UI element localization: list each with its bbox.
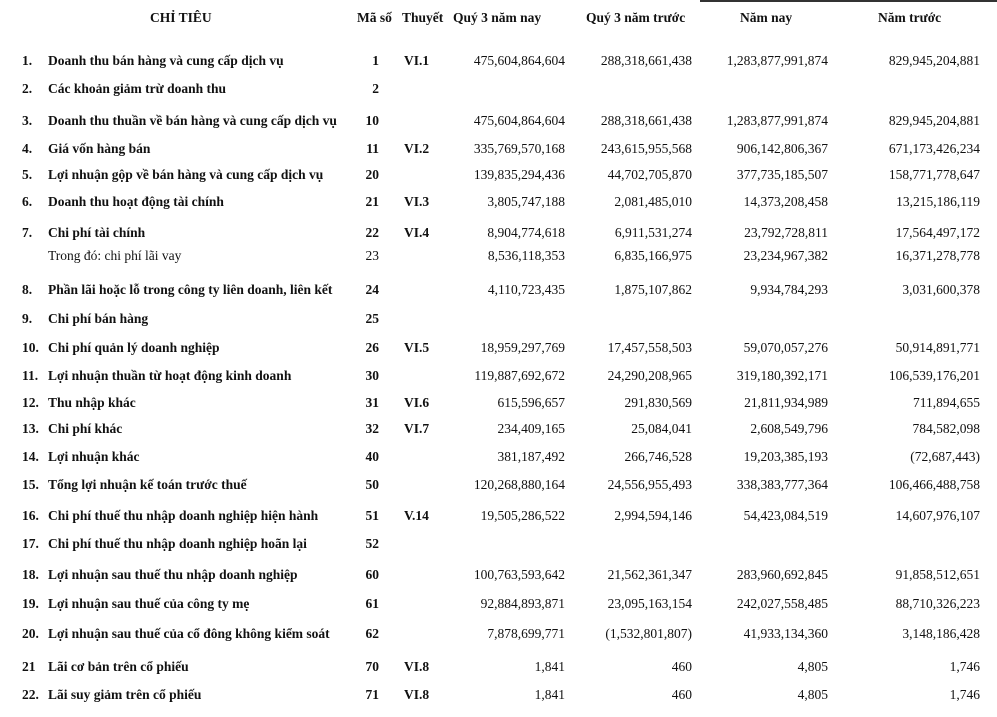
row-number: 17. (22, 536, 39, 551)
row-note: VI.3 (404, 194, 430, 209)
value-q3-nam-nay: 1,841 (534, 687, 565, 702)
row-code: 62 (365, 626, 379, 641)
value-q3-nam-truoc: 288,318,661,438 (600, 113, 692, 128)
row-number: 20. (22, 626, 39, 641)
value-q3-nam-nay: 18,959,297,769 (480, 340, 565, 355)
value-nam-nay: 283,960,692,845 (736, 567, 828, 582)
table-row (0, 141, 997, 161)
row-label: Lợi nhuận sau thuế của cổ đông không kiểm soát (48, 626, 330, 641)
value-q3-nam-nay: 615,596,657 (497, 395, 565, 410)
row-label: Lãi cơ bản trên cổ phiếu (48, 659, 189, 674)
row-number: 5. (22, 167, 33, 182)
value-q3-nam-nay: 8,904,774,618 (487, 225, 565, 240)
row-label: Lợi nhuận gộp về bán hàng và cung cấp dịch vụ (48, 167, 324, 182)
value-q3-nam-truoc: 24,290,208,965 (607, 368, 692, 383)
row-code: 21 (365, 194, 379, 209)
value-nam-truoc: 50,914,891,771 (895, 340, 980, 355)
table-row (0, 368, 997, 388)
value-q3-nam-nay: 3,805,747,188 (487, 194, 565, 209)
table-row (0, 311, 997, 331)
row-number: 7. (22, 225, 33, 240)
value-nam-nay: 21,811,934,989 (744, 395, 828, 410)
value-nam-nay: 4,805 (797, 687, 828, 702)
value-q3-nam-truoc: 23,095,163,154 (607, 596, 692, 611)
value-nam-truoc: 829,945,204,881 (888, 113, 980, 128)
value-nam-truoc: 784,582,098 (912, 421, 980, 436)
value-nam-nay: 906,142,806,367 (736, 141, 828, 156)
table-row (0, 477, 997, 497)
value-nam-nay: 4,805 (797, 659, 828, 674)
value-nam-truoc: 1,746 (949, 659, 980, 674)
value-q3-nam-nay: 120,268,880,164 (473, 477, 565, 492)
row-number: 16. (22, 508, 39, 523)
value-q3-nam-nay: 119,887,692,672 (474, 368, 565, 383)
value-q3-nam-nay: 335,769,570,168 (473, 141, 565, 156)
row-number: 6. (22, 194, 33, 209)
table-row (0, 421, 997, 441)
value-nam-nay: 242,027,558,485 (736, 596, 828, 611)
value-nam-truoc: 711,894,655 (913, 395, 980, 410)
value-nam-truoc: (72,687,443) (910, 449, 980, 464)
table-row (0, 508, 997, 528)
table-row (0, 395, 997, 415)
row-number: 19. (22, 596, 39, 611)
row-label: Chi phí thuế thu nhập doanh nghiệp hoãn lại (48, 536, 307, 551)
table-row (0, 536, 997, 556)
row-note: VI.6 (404, 395, 430, 410)
row-number: 21 (22, 659, 36, 674)
row-label: Chi phí khác (48, 421, 123, 436)
value-q3-nam-nay: 7,878,699,771 (487, 626, 565, 641)
row-code: 26 (365, 340, 379, 355)
value-nam-nay: 23,792,728,811 (744, 225, 828, 240)
row-number: 9. (22, 311, 33, 326)
row-code: 25 (365, 311, 379, 326)
value-nam-nay: 338,383,777,364 (736, 477, 828, 492)
table-row (0, 596, 997, 616)
row-label: Doanh thu bán hàng và cung cấp dịch vụ (48, 53, 284, 68)
row-code: 1 (372, 53, 379, 68)
value-q3-nam-truoc: 291,830,569 (624, 395, 692, 410)
row-number: 2. (22, 81, 33, 96)
row-number: 12. (22, 395, 39, 410)
row-label: Chi phí bán hàng (48, 311, 149, 326)
row-label: Lãi suy giảm trên cổ phiếu (48, 687, 202, 702)
value-nam-truoc: 106,466,488,758 (888, 477, 980, 492)
table-row (0, 659, 997, 679)
table-row (0, 449, 997, 469)
row-code: 2 (372, 81, 379, 96)
value-nam-nay: 9,934,784,293 (750, 282, 828, 297)
value-q3-nam-nay: 1,841 (534, 659, 565, 674)
header-chi-tieu: CHỈ TIÊU (150, 10, 212, 25)
row-number: 14. (22, 449, 39, 464)
value-q3-nam-truoc: 6,835,166,975 (614, 248, 692, 263)
row-label: Thu nhập khác (48, 395, 136, 410)
row-note: VI.8 (404, 687, 430, 702)
value-nam-truoc: 158,771,778,647 (888, 167, 980, 182)
row-label: Doanh thu hoạt động tài chính (48, 194, 224, 209)
row-code: 11 (366, 141, 379, 156)
row-label: Lợi nhuận sau thuế thu nhập doanh nghiệp (48, 567, 298, 582)
row-code: 51 (365, 508, 379, 523)
table-row (0, 53, 997, 73)
value-q3-nam-nay: 234,409,165 (497, 421, 565, 436)
row-code: 40 (365, 449, 379, 464)
value-q3-nam-truoc: 44,702,705,870 (607, 167, 692, 182)
value-nam-nay: 59,070,057,276 (743, 340, 828, 355)
value-nam-nay: 1,283,877,991,874 (726, 113, 828, 128)
table-row (0, 81, 997, 101)
value-q3-nam-truoc: 21,562,361,347 (607, 567, 692, 582)
row-note: VI.1 (404, 53, 430, 68)
table-row (0, 225, 997, 245)
row-note: VI.5 (404, 340, 430, 355)
row-label: Lợi nhuận khác (48, 449, 140, 464)
value-q3-nam-truoc: 460 (671, 687, 692, 702)
row-code: 31 (365, 395, 379, 410)
value-q3-nam-truoc: 2,081,485,010 (614, 194, 692, 209)
row-note: VI.8 (404, 659, 430, 674)
value-nam-truoc: 14,607,976,107 (895, 508, 980, 523)
value-q3-nam-truoc: 2,994,594,146 (614, 508, 692, 523)
row-number: 18. (22, 567, 39, 582)
table-row (0, 248, 997, 268)
value-nam-nay: 319,180,392,171 (736, 368, 828, 383)
value-nam-truoc: 13,215,186,119 (896, 194, 980, 209)
row-label: Lợi nhuận sau thuế của công ty mẹ (48, 596, 250, 611)
table-row (0, 626, 997, 646)
table-row (0, 282, 997, 302)
row-label: Trong đó: chi phí lãi vay (48, 248, 182, 263)
row-code: 23 (365, 248, 379, 263)
row-note: VI.2 (404, 141, 430, 156)
header-rule (700, 0, 997, 2)
value-q3-nam-nay: 381,187,492 (497, 449, 565, 464)
value-q3-nam-truoc: 1,875,107,862 (614, 282, 692, 297)
row-label: Chi phí quản lý doanh nghiệp (48, 340, 220, 355)
row-code: 30 (365, 368, 379, 383)
table-row (0, 340, 997, 360)
value-q3-nam-truoc: 243,615,955,568 (600, 141, 692, 156)
value-q3-nam-nay: 139,835,294,436 (473, 167, 565, 182)
row-code: 70 (365, 659, 379, 674)
value-q3-nam-truoc: 24,556,955,493 (607, 477, 692, 492)
row-number: 22. (22, 687, 39, 702)
row-code: 71 (365, 687, 379, 702)
value-nam-nay: 19,203,385,193 (743, 449, 828, 464)
value-q3-nam-truoc: 17,457,558,503 (607, 340, 692, 355)
row-code: 50 (365, 477, 379, 492)
header-q3-nam-truoc: Quý 3 năm trước (586, 10, 686, 25)
value-nam-nay: 2,608,549,796 (750, 421, 828, 436)
row-number: 8. (22, 282, 33, 297)
value-q3-nam-nay: 475,604,864,604 (473, 53, 565, 68)
header-thuyet-minh: Thuyết (402, 10, 444, 25)
table-row (0, 567, 997, 587)
row-label: Giá vốn hàng bán (48, 141, 151, 156)
row-code: 60 (365, 567, 379, 582)
header-nam-nay: Năm nay (740, 10, 793, 25)
value-q3-nam-nay: 4,110,723,435 (487, 282, 565, 297)
header-q3-nam-nay: Quý 3 năm nay (453, 10, 542, 25)
value-q3-nam-truoc: 6,911,531,274 (614, 225, 692, 240)
header-nam-truoc: Năm trước (878, 10, 942, 25)
value-q3-nam-nay: 475,604,864,604 (473, 113, 565, 128)
row-number: 13. (22, 421, 39, 436)
value-nam-nay: 23,234,967,382 (743, 248, 828, 263)
value-q3-nam-nay: 8,536,118,353 (487, 248, 565, 263)
row-number: 3. (22, 113, 33, 128)
row-label: Phần lãi hoặc lỗ trong công ty liên doanh, liên kết (48, 282, 333, 297)
row-code: 20 (365, 167, 379, 182)
value-q3-nam-nay: 19,505,286,522 (480, 508, 565, 523)
value-q3-nam-truoc: 25,084,041 (631, 421, 692, 436)
value-nam-truoc: 16,371,278,778 (895, 248, 980, 263)
row-label: Tổng lợi nhuận kế toán trước thuế (48, 477, 247, 492)
header-ma-so: Mã số (357, 10, 392, 25)
value-nam-nay: 14,373,208,458 (743, 194, 828, 209)
row-code: 32 (365, 421, 379, 436)
row-number: 10. (22, 340, 39, 355)
table-header (0, 10, 997, 30)
row-label: Chi phí thuế thu nhập doanh nghiệp hiện hành (48, 508, 319, 523)
row-label: Các khoản giảm trừ doanh thu (48, 81, 227, 96)
value-nam-nay: 41,933,134,360 (743, 626, 828, 641)
row-label: Doanh thu thuần về bán hàng và cung cấp dịch vụ (48, 113, 337, 128)
table-row (0, 167, 997, 187)
row-code: 52 (365, 536, 379, 551)
row-label: Lợi nhuận thuần từ hoạt động kinh doanh (48, 368, 292, 383)
table-row (0, 113, 997, 133)
table-row (0, 687, 997, 707)
value-nam-truoc: 829,945,204,881 (888, 53, 980, 68)
row-code: 61 (365, 596, 379, 611)
row-note: VI.7 (404, 421, 430, 436)
value-nam-nay: 377,735,185,507 (736, 167, 828, 182)
value-nam-truoc: 3,148,186,428 (902, 626, 980, 641)
value-nam-truoc: 1,746 (949, 687, 980, 702)
value-nam-truoc: 671,173,426,234 (888, 141, 980, 156)
row-number: 11. (22, 368, 39, 383)
row-label: Chi phí tài chính (48, 225, 146, 240)
value-nam-truoc: 91,858,512,651 (895, 567, 980, 582)
value-nam-truoc: 17,564,497,172 (895, 225, 980, 240)
value-nam-nay: 1,283,877,991,874 (726, 53, 828, 68)
value-nam-truoc: 3,031,600,378 (902, 282, 980, 297)
value-nam-nay: 54,423,084,519 (743, 508, 828, 523)
row-note: VI.4 (404, 225, 430, 240)
value-q3-nam-nay: 100,763,593,642 (473, 567, 565, 582)
table-row (0, 194, 997, 214)
row-note: V.14 (404, 508, 429, 523)
value-nam-truoc: 106,539,176,201 (888, 368, 980, 383)
row-code: 22 (365, 225, 379, 240)
value-q3-nam-truoc: 460 (671, 659, 692, 674)
row-number: 4. (22, 141, 33, 156)
row-number: 15. (22, 477, 39, 492)
value-q3-nam-truoc: 266,746,528 (624, 449, 692, 464)
value-q3-nam-truoc: 288,318,661,438 (600, 53, 692, 68)
value-q3-nam-truoc: (1,532,801,807) (605, 626, 692, 641)
row-number: 1. (22, 53, 33, 68)
row-code: 24 (365, 282, 379, 297)
value-nam-truoc: 88,710,326,223 (895, 596, 980, 611)
value-q3-nam-nay: 92,884,893,871 (480, 596, 565, 611)
row-code: 10 (365, 113, 379, 128)
